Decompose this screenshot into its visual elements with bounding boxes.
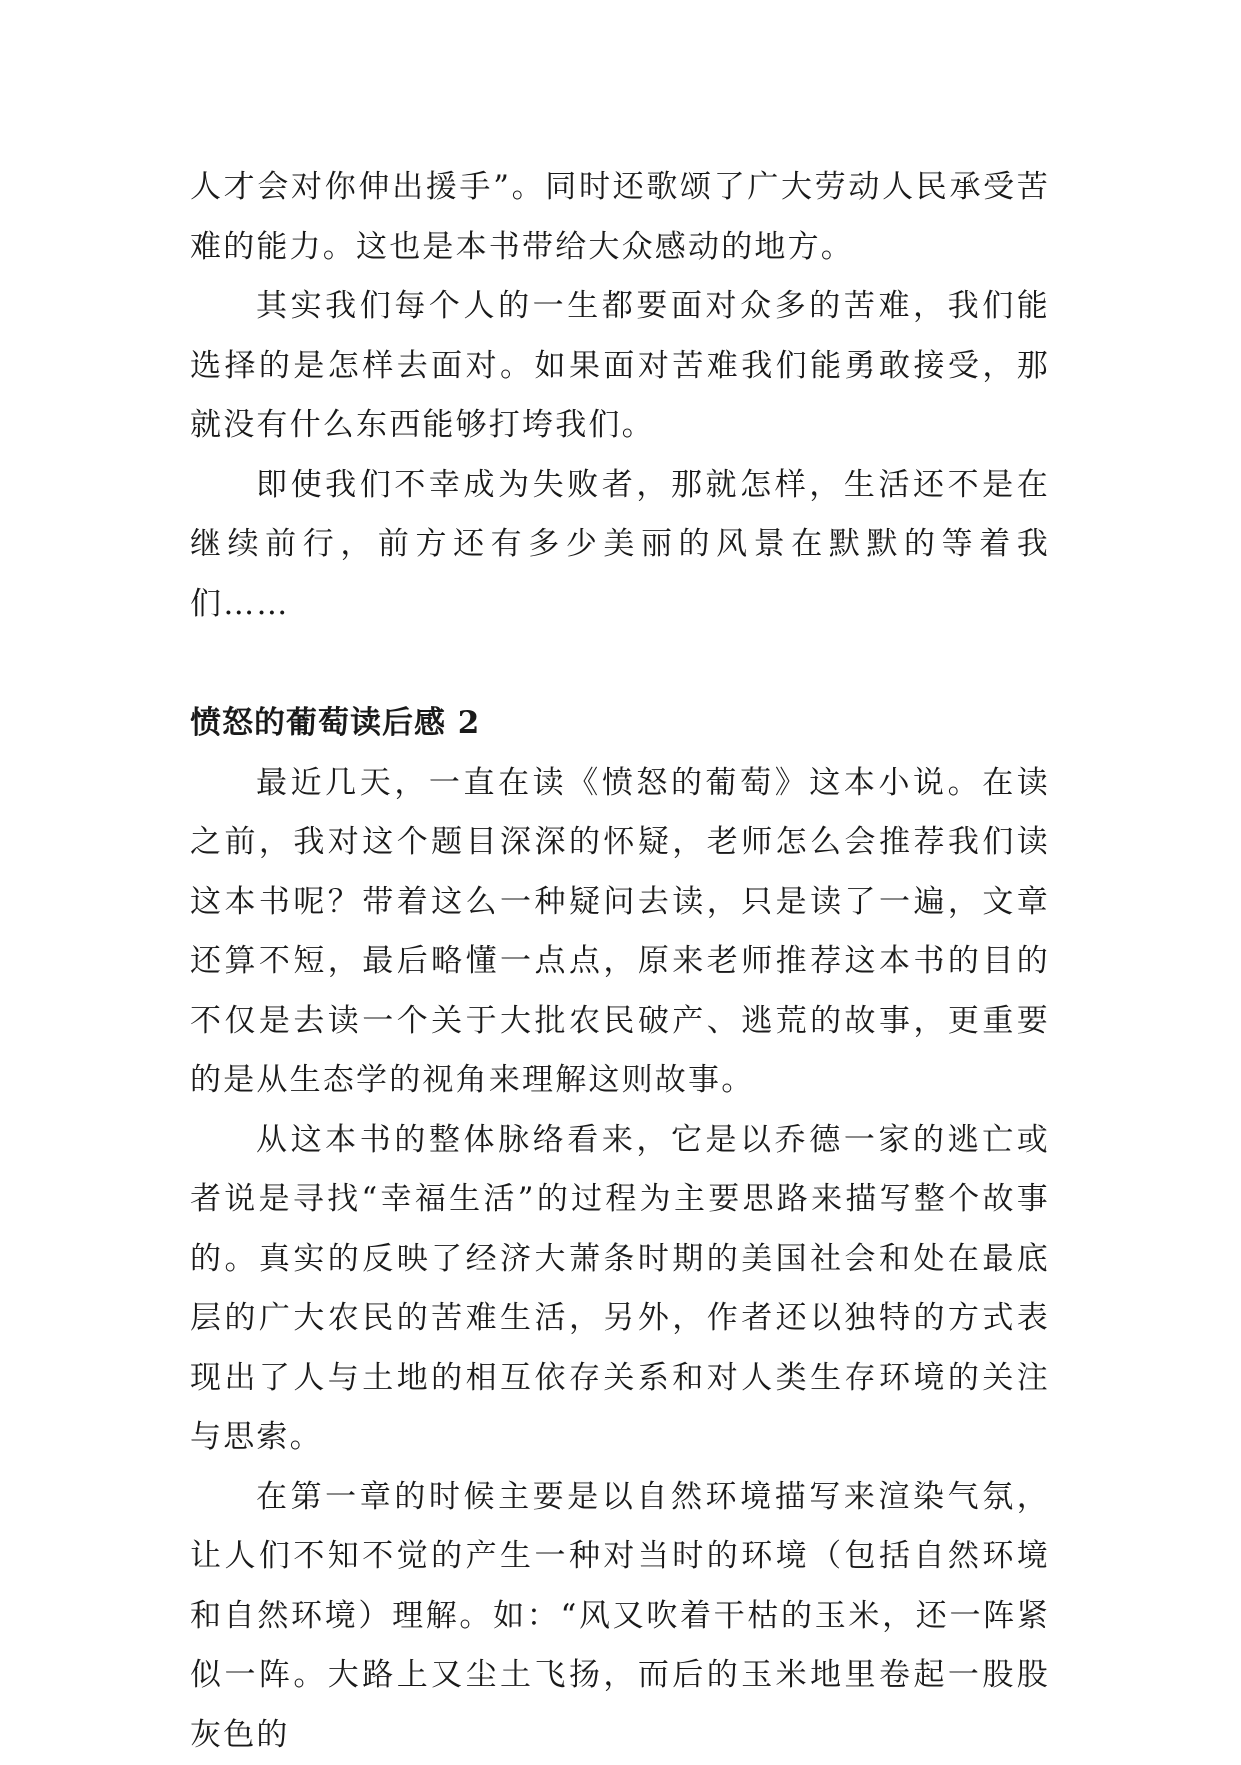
body-paragraph: 在第一章的时候主要是以自然环境描写来渲染气氛，让人们不知不觉的产生一种对当时的环境（包括自然环境和自然环境）理解。如：“风又吹着干枯的玉米，还一阵紧似一阵。大路上又尘土飞扬，而后的玉米地里卷起一股股灰色的 <box>190 1468 1050 1765</box>
body-paragraph: 其实我们每个人的一生都要面对众多的苦难，我们能选择的是怎样去面对。如果面对苦难我们能勇敢接受，那就没有什么东西能够打垮我们。 <box>190 277 1050 456</box>
section-spacer <box>190 634 1050 694</box>
body-paragraph: 最近几天，一直在读《愤怒的葡萄》这本小说。在读之前，我对这个题目深深的怀疑，老师怎么会推荐我们读这本书呢？带着这么一种疑问去读，只是读了一遍，文章还算不短，最后略懂一点点，原来老师推荐这本书的目的不仅是去读一个关于大批农民破产、逃荒的故事，更重要的是从生态学的视角来理解这则故事。 <box>190 754 1050 1111</box>
body-paragraph: 即使我们不幸成为失败者，那就怎样，生活还不是在继续前行，前方还有多少美丽的风景在默默的等着我们…… <box>190 456 1050 635</box>
body-paragraph: 从这本书的整体脉络看来，它是以乔德一家的逃亡或者说是寻找“幸福生活”的过程为主要思路来描写整个故事的。真实的反映了经济大萧条时期的美国社会和处在最底层的广大农民的苦难生活，另外，作者还以独特的方式表现出了人与土地的相互依存关系和对人类生存环境的关注与思索。 <box>190 1111 1050 1468</box>
section-title: 愤怒的葡萄读后感 2 <box>190 694 1050 754</box>
body-paragraph: 人才会对你伸出援手”。同时还歌颂了广大劳动人民承受苦难的能力。这也是本书带给大众感动的地方。 <box>190 158 1050 277</box>
document-page <box>190 158 1050 1765</box>
